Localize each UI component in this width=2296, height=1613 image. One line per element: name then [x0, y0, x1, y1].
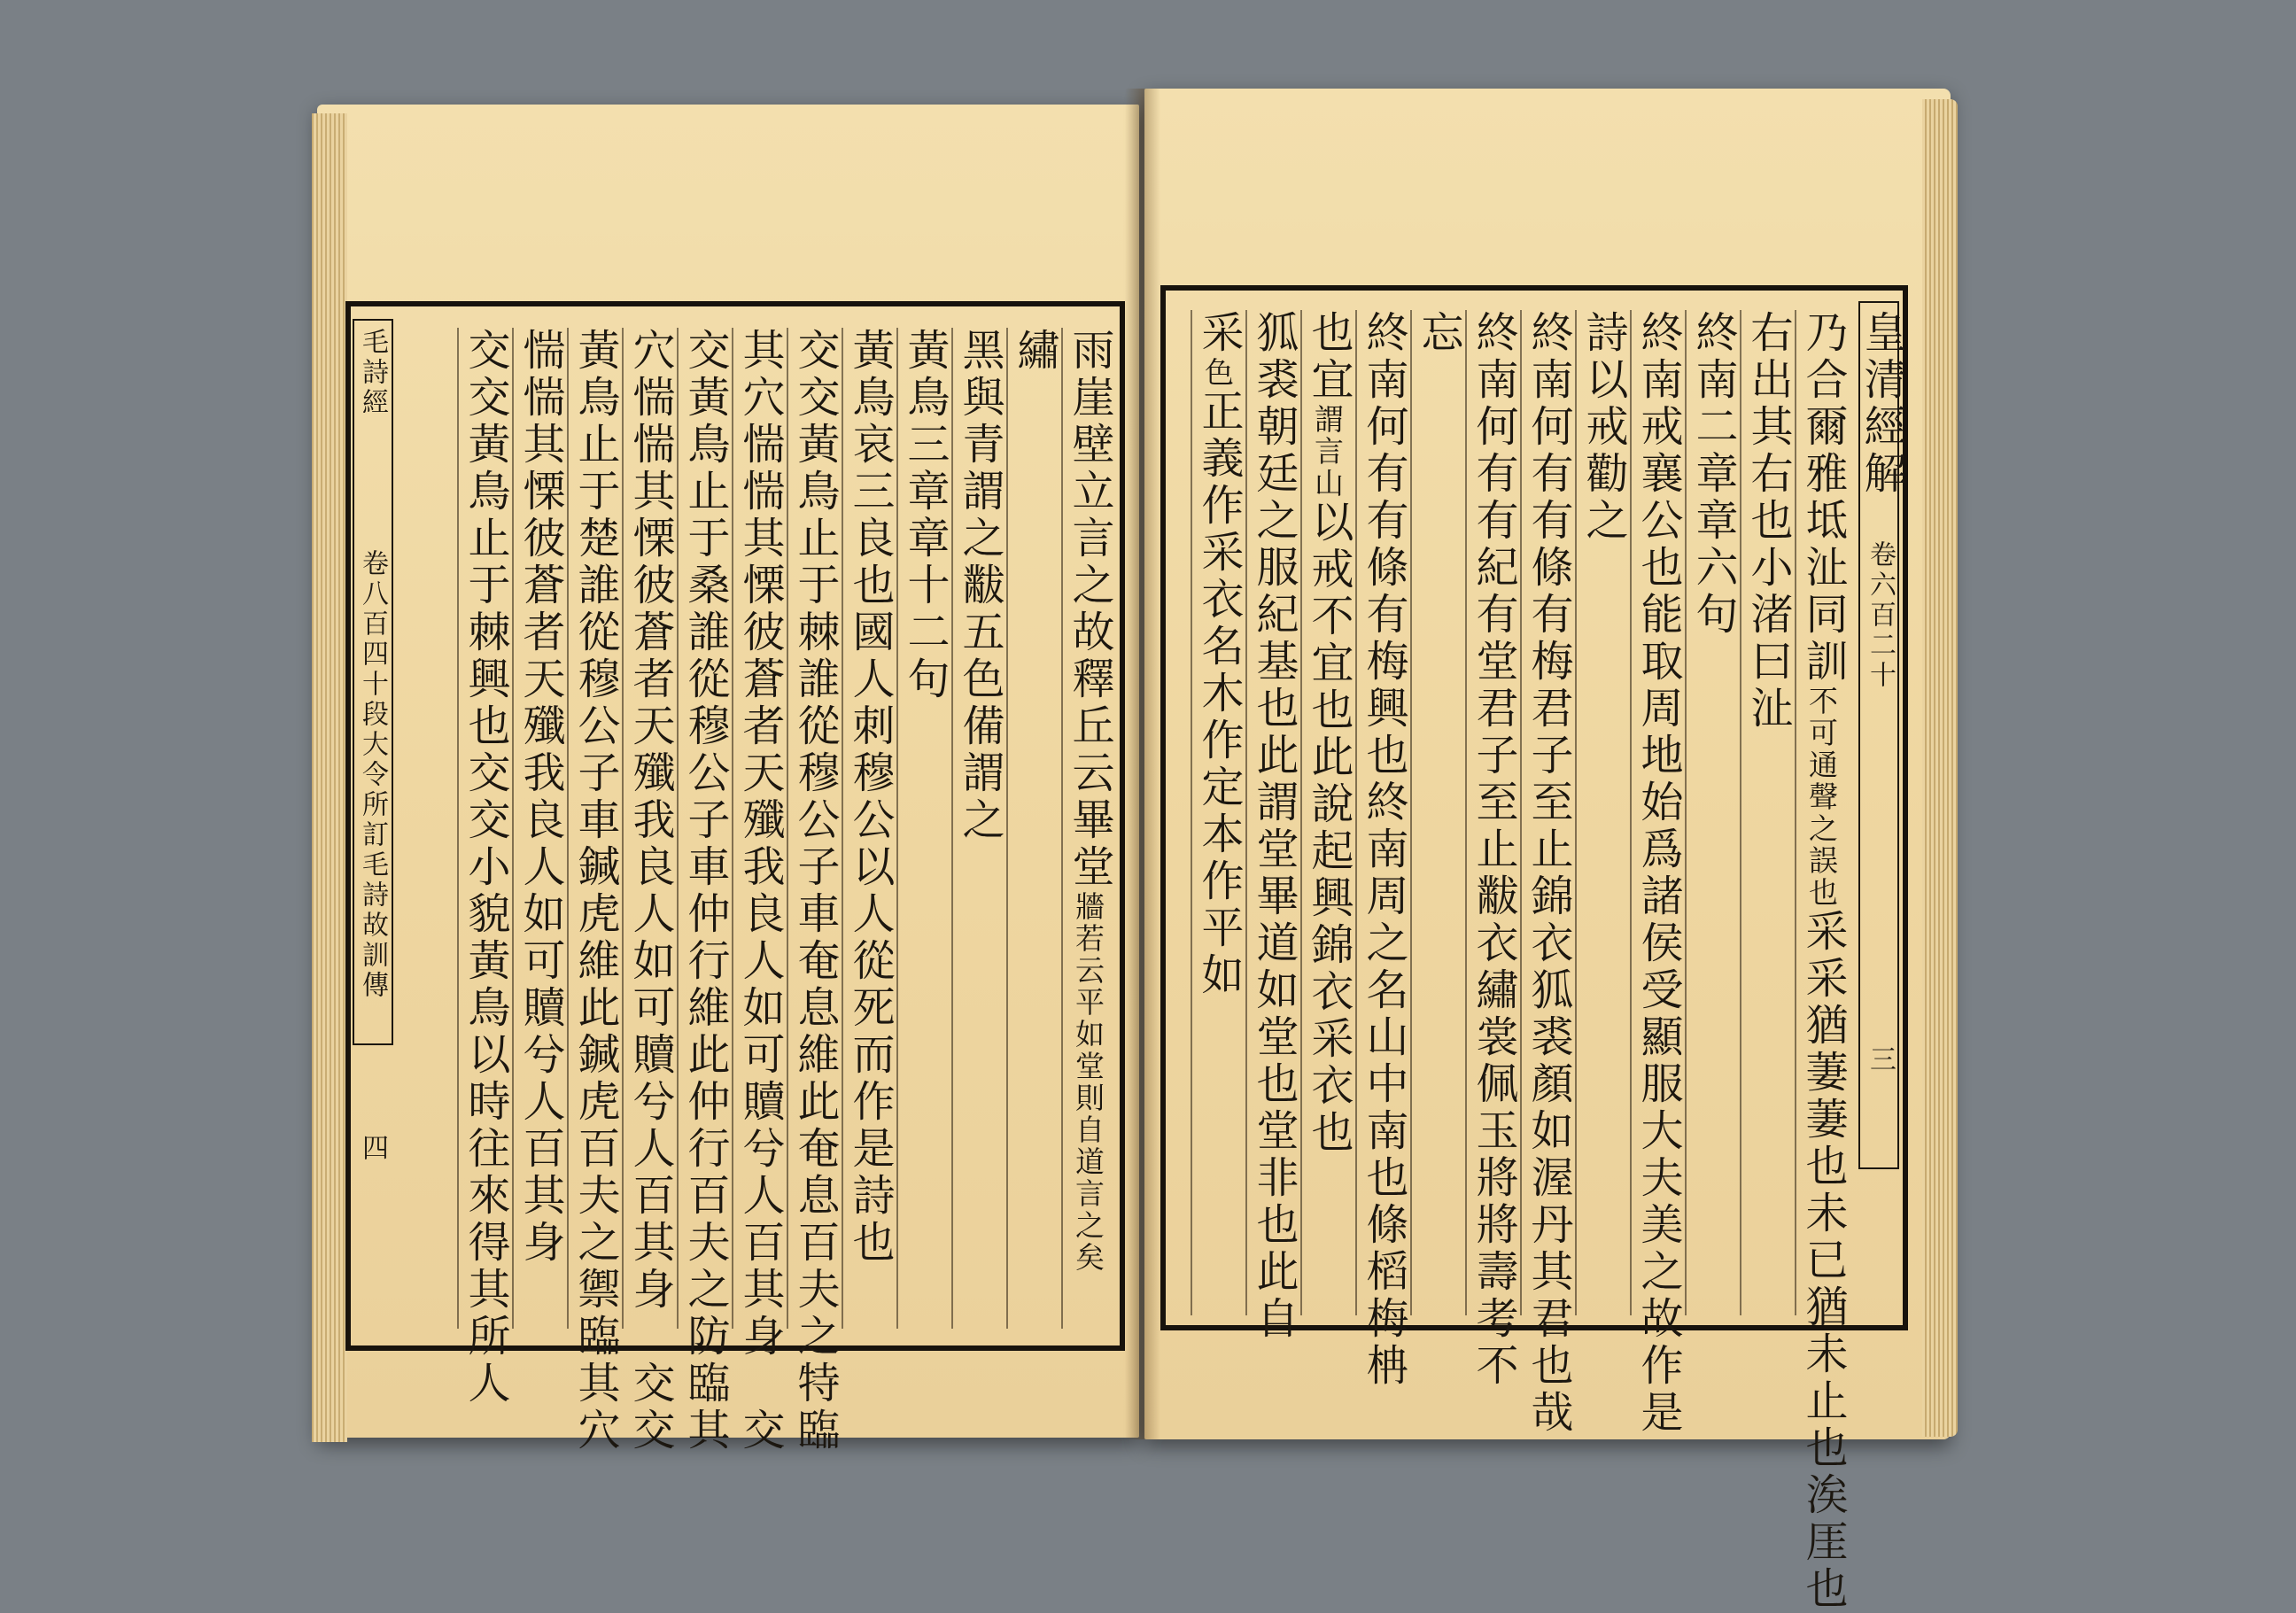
left-column [459, 328, 514, 1407]
right-column-rule [1191, 310, 1192, 1315]
right-column [1741, 310, 1796, 1315]
left-column-main: 雨崖壁立言之故釋丘云畢堂 [1065, 328, 1114, 891]
right-column-note: 謂言山 [1310, 404, 1345, 500]
left-column-main: 穴惴惴其慄彼蒼者天殲我良人如可贖兮人百其身 交交 [625, 328, 675, 1454]
left-column-main: 黃鳥哀三良也國人刺穆公以人從死而作是詩也 [845, 328, 895, 1267]
right-column-main: 終南何有有條有梅興也終南周之名山中南也條槄梅柟 [1359, 310, 1408, 1390]
right-column-note: 色 [1200, 357, 1235, 389]
right-column [1412, 310, 1467, 1315]
left-column-main: 交交黃鳥止于棘興也交交小貌黃鳥以時往來得其所人 [461, 328, 510, 1407]
right-column [1357, 310, 1412, 1390]
left-column-main: 交黃鳥止于桑誰從穆公子車仲行維此仲行百夫之防臨其 [680, 328, 730, 1454]
left-column [624, 328, 679, 1454]
left-column-main: 黑與青謂之黻五色備謂之 [955, 328, 1004, 844]
left-column [953, 328, 1008, 1329]
left-column-note: 牆若云平如堂則自道言之矣 [1071, 891, 1105, 1274]
left-column [788, 328, 843, 1454]
left-column [1063, 328, 1118, 1329]
left-column [1008, 328, 1063, 1329]
left-fold-author: 段大令所訂毛詩故訓傳 [357, 700, 388, 1001]
right-column-note: 不可通聲之誤也 [1804, 686, 1839, 909]
left-column-main: 惴惴其慄彼蒼者天殲我良人如可贖兮人百其身 [516, 328, 565, 1267]
right-column-main: 終南戒襄公也能取周地始爲諸侯受顯服大夫美之故作是 [1633, 310, 1683, 1437]
left-column [898, 328, 953, 1329]
left-page-edges [312, 113, 347, 1442]
right-column [1302, 310, 1357, 1315]
left-fold-chapter: 卷八百四十 [357, 549, 388, 700]
right-column-main: 采 [1194, 310, 1244, 357]
right-column-tail: 正義作采衣名木作定本作平如 [1194, 389, 1244, 999]
left-fold-page: 四 [357, 1134, 388, 1164]
right-column-main: 也宜 [1304, 310, 1354, 404]
left-fold-title: 毛詩經 [357, 328, 388, 418]
right-column-main: 右出其右也小渚曰沚 [1743, 310, 1793, 733]
right-column-main: 終南何有有紀有堂君子至止黻衣繡裳佩玉將將壽考不 [1469, 310, 1518, 1390]
book-gutter [1125, 89, 1160, 1439]
left-column-main: 黃鳥止于楚誰從穆公子車鍼虎維此鍼虎百夫之禦臨其穴 [570, 328, 620, 1454]
right-page-edges [1922, 99, 1958, 1437]
left-column-main: 交交黃鳥止于棘誰從穆公子車奄息維此奄息百夫之特臨 [790, 328, 840, 1454]
right-column [1247, 310, 1302, 1343]
left-column [569, 328, 624, 1454]
right-fold-chapter: 卷六百二十 [1865, 540, 1896, 691]
right-column-tail: 采采猶萋萋也未已猶未止也涘厓也 [1798, 909, 1848, 1613]
right-column-main: 終南何有有條有梅君子至止錦衣狐裘顏如渥丹其君也哉 [1524, 310, 1573, 1437]
right-column [1522, 310, 1577, 1437]
left-column [733, 328, 788, 1454]
right-column [1467, 310, 1522, 1390]
right-column [1796, 310, 1851, 1613]
right-column-tail: 以戒不宜也此說起興錦衣采衣也 [1304, 500, 1354, 1157]
right-column-main: 詩以戒勸之 [1578, 310, 1628, 545]
right-column [1632, 310, 1687, 1437]
right-column-main: 乃合爾雅坻沚同訓 [1798, 310, 1848, 686]
left-column-main: 黃鳥三章章十二句 [900, 328, 950, 703]
right-column [1192, 310, 1247, 1315]
left-column-rule [457, 328, 459, 1329]
right-column-main: 忘 [1414, 310, 1463, 357]
right-column [1577, 310, 1632, 1315]
left-column-main: 其穴惴惴其慄彼蒼者天殲我良人如可贖兮人百其身 交 [735, 328, 785, 1454]
right-column [1687, 310, 1741, 1315]
left-column [679, 328, 733, 1454]
right-column-main: 狐裘朝廷之服紀基也此謂堂畢道如堂也堂非也此自 [1249, 310, 1299, 1343]
right-fold-title: 皇清經解 [1857, 310, 1906, 498]
right-column-main: 終南二章章六句 [1688, 310, 1738, 639]
left-column [843, 328, 898, 1329]
left-column [514, 328, 569, 1329]
right-fold-page: 三 [1865, 1045, 1896, 1075]
left-column-main: 繡 [1010, 328, 1059, 375]
